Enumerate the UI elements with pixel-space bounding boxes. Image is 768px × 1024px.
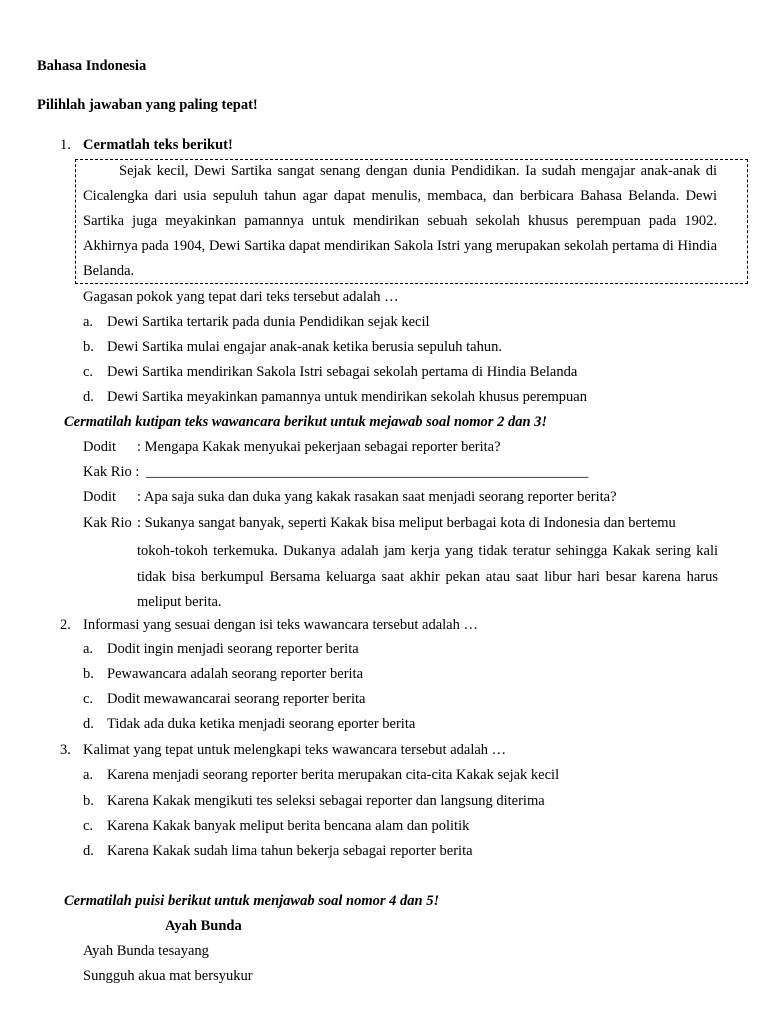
option-text: Karena Kakak mengikuti tes seleksi sebagai reporter dan langsung diterima <box>107 793 545 809</box>
speaker-label: Dodit <box>83 489 117 505</box>
option-text: Dewi Sartika meyakinkan pamannya untuk mendirikan sekolah khusus perempuan <box>107 389 587 405</box>
option-text: Karena Kakak sudah lima tahun bekerja sebagai reporter berita <box>107 843 473 859</box>
speaker-label: Kak Rio : <box>83 464 140 480</box>
poem-title: Ayah Bunda <box>165 918 242 934</box>
option-letter: c. <box>83 364 94 380</box>
option-letter: d. <box>83 389 94 405</box>
question-number-2: 2. <box>60 617 71 633</box>
option-letter: a. <box>83 314 94 330</box>
option-text: Dewi Sartika mendirikan Sakola Istri sebagai sekolah pertama di Hindia Belanda <box>107 364 578 380</box>
speaker-label: Dodit <box>83 439 117 455</box>
option-text: Karena Kakak banyak meliput berita bencana alam dan politik <box>107 818 470 834</box>
option-letter: b. <box>83 666 94 682</box>
option-text: Dodit mewawancarai seorang reporter berita <box>107 691 366 707</box>
question-1-text: Gagasan pokok yang tepat dari teks tersebut adalah … <box>83 289 399 305</box>
passage-text <box>83 159 717 284</box>
option-letter: a. <box>83 767 94 783</box>
option-letter: c. <box>83 691 94 707</box>
answer-blank: _____________________________________________________________ <box>146 464 589 480</box>
option-text: Dewi Sartika mulai engajar anak-anak ketika berusia sepuluh tahun. <box>107 339 502 355</box>
question-number-3: 3. <box>60 742 71 758</box>
option-letter: c. <box>83 818 94 834</box>
question-number-1: 1. <box>60 137 71 153</box>
option-text: Tidak ada duka ketika menjadi seorang eporter berita <box>107 716 416 732</box>
dialogue-text: : Mengapa Kakak menyukai pekerjaan sebagai reporter berita? <box>137 439 501 455</box>
poem-heading: Cermatilah puisi berikut untuk menjawab soal nomor 4 dan 5! <box>64 893 440 909</box>
option-letter: b. <box>83 339 94 355</box>
option-text: Dewi Sartika tertarik pada dunia Pendidikan sejak kecil <box>107 314 430 330</box>
speaker-label: Kak Rio <box>83 515 132 531</box>
dialogue-text: : Sukanya sangat banyak, seperti Kakak bisa meliput berbagai kota di Indonesia dan bertemu <box>137 515 676 531</box>
dialogue-text: : Apa saja suka dan duka yang kakak rasakan saat menjadi seorang reporter berita? <box>137 489 617 505</box>
instruction: Pilihlah jawaban yang paling tepat! <box>37 97 258 113</box>
option-letter: d. <box>83 716 94 732</box>
option-text: Karena menjadi seorang reporter berita merupakan cita-cita Kakak sejak kecil <box>107 767 560 783</box>
question-3-text: Kalimat yang tepat untuk melengkapi teks wawancara tersebut adalah … <box>83 742 507 758</box>
question-2-text: Informasi yang sesuai dengan isi teks wawancara tersebut adalah … <box>83 617 478 633</box>
passage-body: Sejak kecil, Dewi Sartika sangat senang dengan dunia Pendidikan. Ia sudah mengajar anak-anak di Cicalengka dari usia sepuluh tahun agar dapat menulis, membaca, dan berbicara Bahasa Belanda. Dewi Sartika juga meyakinkan pamannya untuk mendirikan sebuah sekolah khusus perempuan pada 1902. Akhirnya pada 1904, Dewi Sartika dapat mendirikan Sakola Istri yang merupakan sekolah pertama di Hindia Belanda. <box>83 163 717 279</box>
option-letter: d. <box>83 843 94 859</box>
poem-line: Ayah Bunda tesayang <box>83 943 209 959</box>
dialogue-continuation: tokoh-tokoh terkemuka. Dukanya adalah jam kerja yang tidak teratur sehingga Kakak sering kali tidak bisa berkumpul Bersama keluarga saat akhir pekan atau saat libur hari besar karena harus meliput berita. <box>137 543 718 610</box>
option-text: Pewawancara adalah seorang reporter berita <box>107 666 364 682</box>
subject-title: Bahasa Indonesia <box>37 58 147 74</box>
interview-heading: Cermatilah kutipan teks wawancara berikut untuk mejawab soal nomor 2 dan 3! <box>64 414 548 430</box>
option-letter: b. <box>83 793 94 809</box>
option-letter: a. <box>83 641 94 657</box>
question-1-heading: Cermatlah teks berikut! <box>83 137 233 153</box>
option-text: Dodit ingin menjadi seorang reporter berita <box>107 641 359 657</box>
poem-line: Sungguh akua mat bersyukur <box>83 968 253 984</box>
